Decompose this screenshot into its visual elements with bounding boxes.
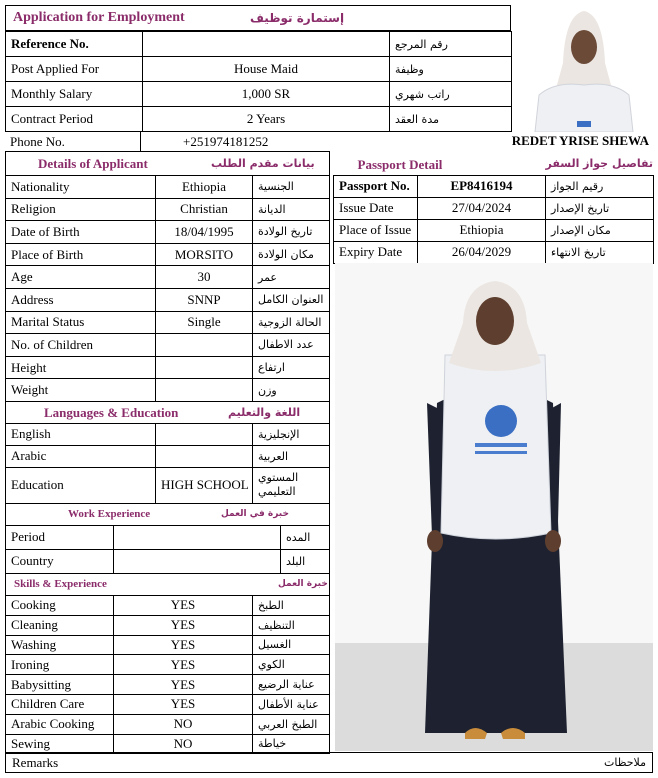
languages-section-header — [6, 401, 330, 423]
passport-section-header — [334, 151, 654, 175]
applicant-label: Nationality — [6, 176, 156, 199]
top-row-label-ar: مدة العقد — [390, 107, 512, 132]
remarks-label-ar: ملاحظات — [604, 756, 646, 769]
phone-divider — [140, 131, 141, 151]
top-row — [6, 107, 512, 132]
passport-value: 26/04/2029 — [418, 241, 546, 263]
skills-value: YES — [114, 635, 253, 655]
passport-label-ar: مكان الإصدار — [546, 219, 654, 241]
skills-row — [6, 675, 330, 695]
applicant-label: Age — [6, 266, 156, 289]
applicant-label-ar: مكان الولادة — [253, 243, 330, 266]
applicant-label: Place of Birth — [6, 243, 156, 266]
skills-row — [6, 595, 330, 615]
portrait-figure — [515, 5, 653, 132]
skills-row — [6, 694, 330, 714]
skills-row — [6, 714, 330, 734]
page-title-ar: إستمارة توظيف — [250, 11, 345, 25]
phone-row — [5, 131, 653, 151]
skills-label: Babysitting — [6, 675, 114, 695]
skills-value: YES — [114, 595, 253, 615]
work-row — [6, 525, 330, 549]
work-value — [114, 549, 281, 573]
applicant-label-ar: الديانة — [253, 198, 330, 221]
skills-row — [6, 635, 330, 655]
applicant-label-ar: عدد الاطفال — [253, 334, 330, 357]
page-title: Application for Employment — [13, 10, 185, 25]
passport-title-ar: تفاصيل جواز السفر — [545, 157, 654, 170]
skills-label: Arabic Cooking — [6, 714, 114, 734]
top-row-value: 1,000 SR — [143, 82, 390, 107]
top-row-label: Contract Period — [6, 107, 143, 132]
applicant-value — [156, 356, 253, 379]
skills-label-ar: خياطة — [253, 734, 330, 754]
applicant-row — [6, 288, 330, 311]
skills-label: Children Care — [6, 694, 114, 714]
applicant-section-header — [6, 152, 330, 176]
passport-label: Issue Date — [334, 197, 418, 219]
skills-label-ar: الطبخ العربي — [253, 714, 330, 734]
top-row — [6, 82, 512, 107]
skills-value: YES — [114, 615, 253, 635]
passport-value: Ethiopia — [418, 219, 546, 241]
top-row-value — [143, 32, 390, 57]
skills-label-ar: التنظيف — [253, 615, 330, 635]
skills-label-ar: الغسيل — [253, 635, 330, 655]
applicant-value: 30 — [156, 266, 253, 289]
skills-row — [6, 734, 330, 754]
skills-label: Washing — [6, 635, 114, 655]
languages-row — [6, 423, 330, 445]
applicant-label-ar: ارتفاع — [253, 356, 330, 379]
phone-value: +251974181252 — [183, 134, 269, 149]
skills-value: NO — [114, 714, 253, 734]
applicant-label-ar: تاريخ الولادة — [253, 221, 330, 244]
skills-title: Skills & Experience — [14, 577, 107, 590]
applicant-label: Address — [6, 288, 156, 311]
passport-label: Passport No. — [334, 175, 418, 197]
applicant-row — [6, 176, 330, 199]
applicant-value — [156, 379, 253, 402]
passport-title: Passport Detail — [357, 157, 443, 172]
applicant-row — [6, 311, 330, 334]
skills-row — [6, 655, 330, 675]
applicant-label-ar: العنوان الكامل — [253, 288, 330, 311]
work-section-header — [6, 503, 330, 525]
passport-label-ar: تاريخ الإصدار — [546, 197, 654, 219]
top-row — [6, 32, 512, 57]
top-row-label-ar: رقم المرجع — [390, 32, 512, 57]
passport-row — [334, 197, 654, 219]
skills-row — [6, 615, 330, 635]
skills-label-ar: الكوي — [253, 655, 330, 675]
applicant-value: Single — [156, 311, 253, 334]
passport-value: EP8416194 — [418, 175, 546, 197]
applicant-row — [6, 266, 330, 289]
passport-value: 27/04/2024 — [418, 197, 546, 219]
work-title-ar: خبرة في العمل — [221, 508, 289, 519]
passport-label-ar: رقيم الجواز — [546, 175, 654, 197]
section-header — [6, 152, 330, 176]
applicant-value: Christian — [156, 198, 253, 221]
languages-label-ar: الإنجليزية — [253, 423, 330, 445]
top-row-label: Reference No. — [6, 32, 143, 57]
passport-row — [334, 219, 654, 241]
applicant-value — [156, 334, 253, 357]
languages-row — [6, 445, 330, 467]
applicant-title: Details of Applicant — [38, 156, 148, 171]
languages-row — [6, 467, 330, 503]
languages-label: Education — [6, 467, 156, 503]
languages-title: Languages & Education — [44, 404, 179, 420]
languages-label-ar: العربية — [253, 445, 330, 467]
applicant-row — [6, 379, 330, 402]
top-row-label-ar: راتب شهري — [390, 82, 512, 107]
languages-title-ar: اللغة والتعليم — [228, 405, 301, 419]
header-bar — [5, 5, 511, 31]
languages-label: Arabic — [6, 445, 156, 467]
applicant-row — [6, 221, 330, 244]
passport-label: Expiry Date — [334, 241, 418, 263]
full-figure — [335, 263, 653, 751]
skills-value: YES — [114, 694, 253, 714]
skills-label-ar: عناية الأطفال — [253, 694, 330, 714]
passport-row — [334, 241, 654, 263]
skills-label: Ironing — [6, 655, 114, 675]
applicant-value: 18/04/1995 — [156, 221, 253, 244]
skills-title-ar: خبرة العمل — [278, 578, 328, 589]
work-value — [114, 525, 281, 549]
applicant-label-ar: عمر — [253, 266, 330, 289]
top-row-label: Post Applied For — [6, 57, 143, 82]
applicant-label: Height — [6, 356, 156, 379]
applicant-name: REDET YRISE SHEWA — [511, 133, 649, 148]
applicant-row — [6, 334, 330, 357]
work-row — [6, 549, 330, 573]
applicant-label: Date of Birth — [6, 221, 156, 244]
applicant-value: Ethiopia — [156, 176, 253, 199]
top-row-label-ar: وظيفة — [390, 57, 512, 82]
skills-value: YES — [114, 655, 253, 675]
work-label-ar: المده — [281, 525, 330, 549]
applicant-row — [6, 356, 330, 379]
skills-value: YES — [114, 675, 253, 695]
passport-table — [333, 151, 654, 264]
left-details-table — [5, 151, 330, 754]
passport-label-ar: تاريخ الانتهاء — [546, 241, 654, 263]
languages-value — [156, 445, 253, 467]
applicant-label: Religion — [6, 198, 156, 221]
applicant-row — [6, 198, 330, 221]
applicant-photo-full — [335, 263, 653, 751]
top-row — [6, 57, 512, 82]
applicant-row — [6, 243, 330, 266]
languages-value — [156, 423, 253, 445]
passport-label: Place of Issue — [334, 219, 418, 241]
top-row-value: House Maid — [143, 57, 390, 82]
applicant-label: No. of Children — [6, 334, 156, 357]
skills-label-ar: الطبخ — [253, 595, 330, 615]
applicant-title-ar: بيانات مقدم الطلب — [211, 157, 315, 170]
work-label-ar: البلد — [281, 549, 330, 573]
languages-value: HIGH SCHOOL — [156, 467, 253, 503]
languages-label: English — [6, 423, 156, 445]
section-header — [6, 401, 330, 423]
applicant-label-ar: وزن — [253, 379, 330, 402]
top-row-value: 2 Years — [143, 107, 390, 132]
skills-label: Sewing — [6, 734, 114, 754]
work-title: Work Experience — [68, 507, 151, 520]
top-info-table — [5, 31, 512, 132]
skills-label: Cleaning — [6, 615, 114, 635]
passport-row — [334, 175, 654, 197]
skills-value: NO — [114, 734, 253, 754]
applicant-photo-portrait — [515, 5, 653, 132]
applicant-value: SNNP — [156, 288, 253, 311]
skills-label-ar: عناية الرضيع — [253, 675, 330, 695]
skills-section-header — [6, 573, 330, 595]
skills-label: Cooking — [6, 595, 114, 615]
applicant-value: MORSITO — [156, 243, 253, 266]
applicant-label: Marital Status — [6, 311, 156, 334]
remarks-label: Remarks — [12, 755, 59, 770]
work-label: Period — [6, 525, 114, 549]
applicant-label-ar: الحالة الزوجية — [253, 311, 330, 334]
passport-header-row — [334, 151, 654, 175]
remarks-row — [5, 752, 653, 773]
applicant-label-ar: الجنسية — [253, 176, 330, 199]
phone-label: Phone No. — [10, 134, 65, 149]
top-row-label: Monthly Salary — [6, 82, 143, 107]
languages-label-ar: المستوي التعليمي — [253, 467, 330, 503]
work-label: Country — [6, 549, 114, 573]
section-header — [6, 573, 330, 595]
applicant-label: Weight — [6, 379, 156, 402]
section-header — [6, 503, 330, 525]
